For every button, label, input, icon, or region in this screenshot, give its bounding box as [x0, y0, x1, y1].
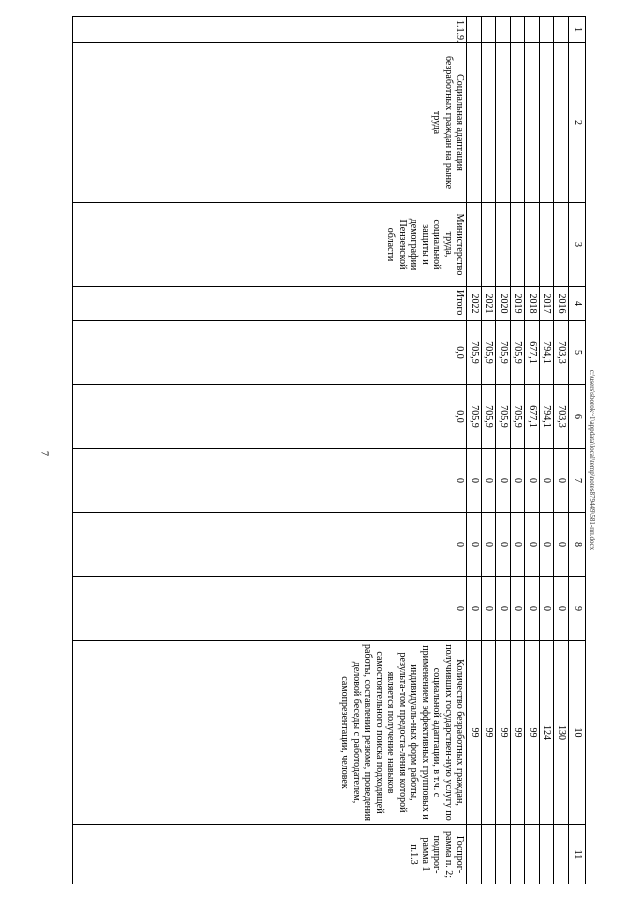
empty-cell-executor	[525, 203, 540, 287]
table-row-total	[73, 17, 468, 885]
empty-cell-num	[482, 17, 497, 43]
activity-name: Социальная адаптация безработных граждан на рынке труда	[73, 43, 468, 203]
table-row	[467, 17, 482, 885]
col-num-2: 2	[569, 43, 586, 203]
value-cell: 0,0	[73, 385, 468, 449]
empty-cell-program	[540, 825, 555, 885]
table-row	[540, 17, 555, 885]
empty-cell-executor	[467, 203, 482, 287]
program-activities-table	[72, 16, 586, 884]
value-cell: 705,9	[496, 385, 511, 449]
value-cell: 703,3	[554, 385, 569, 449]
indicator-value-cell: 99	[482, 641, 497, 825]
year-cell: 2020	[496, 287, 511, 321]
value-cell: 0	[73, 449, 468, 513]
col-num-5: 5	[569, 321, 586, 385]
col-num-9: 9	[569, 577, 586, 641]
value-cell: 705,9	[496, 321, 511, 385]
value-cell: 705,9	[511, 385, 526, 449]
value-cell: 0	[540, 577, 555, 641]
rotated-table-container	[72, 16, 586, 884]
empty-cell-executor	[496, 203, 511, 287]
value-cell: 705,9	[511, 321, 526, 385]
indicator-value-cell: 99	[496, 641, 511, 825]
value-cell: 0	[511, 449, 526, 513]
empty-cell-num	[540, 17, 555, 43]
page-number	[36, 448, 52, 464]
empty-cell-program	[482, 825, 497, 885]
value-cell: 0	[467, 577, 482, 641]
empty-cell-name	[496, 43, 511, 203]
value-cell: 677,1	[525, 385, 540, 449]
empty-cell-name	[467, 43, 482, 203]
program-reference: Госпрог-рамма п. 2; подпрог-рамма 1 п.1.3	[73, 825, 468, 885]
empty-cell-program	[511, 825, 526, 885]
year-cell: 2021	[482, 287, 497, 321]
empty-cell-num	[467, 17, 482, 43]
year-cell: 2017	[540, 287, 555, 321]
col-num-1: 1	[569, 17, 586, 43]
value-cell: 794,1	[540, 385, 555, 449]
col-num-4: 4	[569, 287, 586, 321]
empty-cell-name	[540, 43, 555, 203]
year-cell: 2022	[467, 287, 482, 321]
value-cell: 0	[525, 513, 540, 577]
value-cell: 0	[496, 577, 511, 641]
value-cell: 0	[554, 513, 569, 577]
value-cell: 0	[540, 513, 555, 577]
value-cell: 705,9	[467, 385, 482, 449]
empty-cell-name	[525, 43, 540, 203]
value-cell: 0	[525, 449, 540, 513]
value-cell: 0	[496, 449, 511, 513]
col-num-6: 6	[569, 385, 586, 449]
file-path-text: c:\users\sborok~1\appdata\local\temp\notes879449\581-пп.docx	[588, 369, 596, 551]
value-cell: 0	[482, 577, 497, 641]
empty-cell-program	[554, 825, 569, 885]
value-cell: 0	[511, 577, 526, 641]
empty-cell-num	[554, 17, 569, 43]
value-cell: 703,3	[554, 321, 569, 385]
indicator-value-cell: 99	[467, 641, 482, 825]
empty-cell-num	[525, 17, 540, 43]
value-cell: 794,1	[540, 321, 555, 385]
empty-cell-name	[482, 43, 497, 203]
indicator-value-cell: 99	[511, 641, 526, 825]
value-cell: 0	[73, 513, 468, 577]
indicator-value-cell: 130	[554, 641, 569, 825]
value-cell: 705,9	[482, 321, 497, 385]
col-num-3: 3	[569, 203, 586, 287]
empty-cell-name	[511, 43, 526, 203]
value-cell: 0	[467, 513, 482, 577]
indicator-value-cell: 124	[540, 641, 555, 825]
activity-number: 1.1.9.	[73, 17, 468, 43]
empty-cell-num	[496, 17, 511, 43]
empty-cell-executor	[540, 203, 555, 287]
empty-cell-name	[554, 43, 569, 203]
empty-cell-program	[496, 825, 511, 885]
col-num-11: 11	[569, 825, 586, 885]
table-row	[496, 17, 511, 885]
value-cell: 0	[554, 577, 569, 641]
table-row	[482, 17, 497, 885]
value-cell: 0	[73, 577, 468, 641]
value-cell: 0	[496, 513, 511, 577]
value-cell: 0	[511, 513, 526, 577]
value-cell: 0	[540, 449, 555, 513]
empty-cell-executor	[511, 203, 526, 287]
col-num-10: 10	[569, 641, 586, 825]
table-row	[511, 17, 526, 885]
value-cell: 0	[482, 513, 497, 577]
year-cell: 2019	[511, 287, 526, 321]
value-cell: 0	[554, 449, 569, 513]
table-row	[554, 17, 569, 885]
column-number-row	[569, 17, 586, 885]
empty-cell-program	[467, 825, 482, 885]
year-cell: 2018	[525, 287, 540, 321]
indicator-description: Количество безработных граждан, получивших государствен-ную услугу по социальной адаптации, в т.ч. с применением эффективных групповых и индивидуаль-ных форм работы, результа-том предоста-ления которой является получение навыков самостоятельного поиска подходящей работы, составлении резюме, проведения деловой беседы с работодателем, самопрезентации, человек	[73, 641, 468, 825]
empty-cell-executor	[554, 203, 569, 287]
col-num-8: 8	[569, 513, 586, 577]
value-cell: 0	[467, 449, 482, 513]
year-cell: 2016	[554, 287, 569, 321]
value-cell: 677,1	[525, 321, 540, 385]
page-number-text: 7	[38, 451, 50, 456]
value-cell: 0	[482, 449, 497, 513]
value-cell: 705,9	[467, 321, 482, 385]
table-row	[525, 17, 540, 885]
value-cell: 705,9	[482, 385, 497, 449]
col-num-7: 7	[569, 449, 586, 513]
value-cell: 0,0	[73, 321, 468, 385]
total-label: Итого	[73, 287, 468, 321]
indicator-value-cell: 99	[525, 641, 540, 825]
document-page	[72, 16, 586, 884]
empty-cell-program	[525, 825, 540, 885]
empty-cell-executor	[482, 203, 497, 287]
executor-name: Министерство труда, социальной защиты и демографии Пензенской области	[73, 203, 468, 287]
empty-cell-num	[511, 17, 526, 43]
value-cell: 0	[525, 577, 540, 641]
